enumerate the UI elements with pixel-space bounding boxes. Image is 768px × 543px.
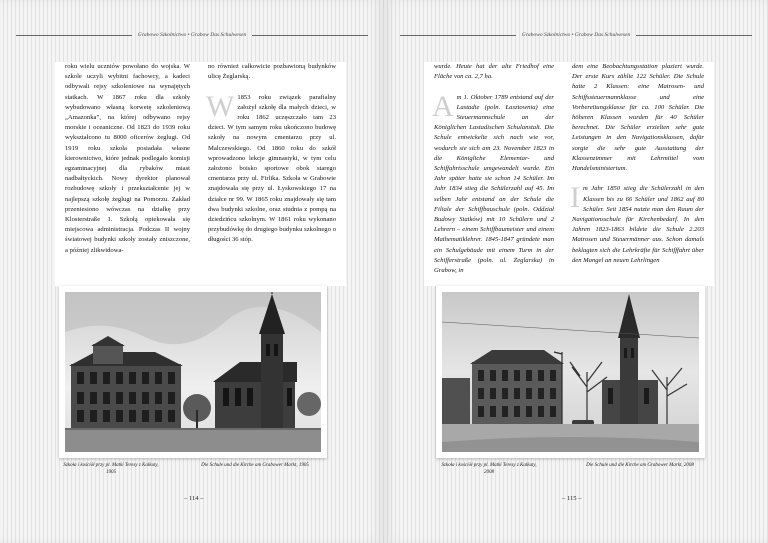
drop-cap: I — [570, 181, 580, 215]
text-column-2 — [198, 62, 346, 286]
header-rule — [16, 35, 132, 36]
paragraph — [432, 89, 554, 277]
photo-school-church-2008 — [442, 292, 699, 452]
drop-cap: A — [432, 89, 454, 123]
running-head-left — [16, 29, 368, 41]
header-rule — [252, 35, 368, 36]
right-page — [384, 0, 768, 543]
modern-photo-frame — [436, 286, 705, 458]
photo-caption-polish: Szkoła i kościół przy pl. Matki Teresy z Kalkuty, 2008 — [441, 463, 537, 475]
page-number: – 114 – — [184, 495, 204, 502]
paragraph: dem eine Beobachtungsstation plaziert wurde. Der erste Kurs zählte 122 Schüler. Die Schule hatte 2 Klassen: eine Matrosen- und Schiffssteuermannklasse und eine Vorbereitungsklasse für ca. 100 Schüler. Die höheren Klassen wurden für 40 Schüler berechnet. Die Schüler erzielten sehr gute Leistungen in den Navigationsklassen, dafür sorgte die sehr gute Ausstattung der Klassenzimmer mit Lehrmittel vom Handelsministerium. — [572, 63, 704, 173]
photo-caption-polish: Szkoła i kościół przy pl. Matki Teresy z Kalkuty, 1905 — [63, 463, 159, 475]
text-column-1 — [55, 62, 200, 286]
paragraph — [570, 181, 704, 266]
header-rule — [400, 35, 516, 36]
paragraph-text: m 1. Oktober 1789 entstand auf der Lastadie (poln. Łasztownia) eine Steuermannschule an der Königlichen Lastadischen Schulanstalt. Die Schule entwickelte sich nach wie vor, wodurch sie sich am 23. November 1823 in die Königliche Elementar- und Schiffahrtsschule umgewandelt wurde. Ein Jahr später hatte sie schon 14 Schüler. Im Jahr 1834 stieg die Schülerzahl auf 45. Im selben Jahr entstand an der Schule die Filiale der Schiffbauschule (poln. Oddział Budowy Statków) mit 10 Schülern und 2 Lehrern – einem Schiffbaumeister und einem Mathematiklehrer. 1845-1847 gründete man ein Schulgebäude mit einem Turm in der Schifferstraße (poln. ul. Żeglarska) in Grabow, in — [434, 93, 554, 275]
paragraph-text: 1853 roku związek parafialny założył szkołę dla małych dzieci, w roku 1862 uczęszczało tam 23 dzieci. W tym samym roku ukończono budowę szkoły na nowym cmentarzu przy ul. Malczewskiego. Od 1860 roku do szkół wprowadzono lekcje gimnastyki, w tym celu założono boisko sportowe obok starego cmentarza przy ul. Firlika. Szkoła w Grabowie znajdowała się przy ul. Łyskowskiego 17 na działce nr 99. W 1865 roku znajdowały się tam dwa budynki szkolne, oraz studnia z pompą na dziedzińcu szkolnym. W 1861 roku wykonano przybudówkę do drugiego budynku szkolnego o długości 36 stóp. — [208, 93, 336, 244]
photo-school-church-1905 — [65, 292, 321, 452]
drop-cap: W — [206, 89, 235, 123]
running-head-text: Grabowo Szkolnictwo • Grabow Das Schulwesen — [137, 32, 247, 38]
paragraph: roku wielu uczniów powołano do wojska. W szkole uczyli wybitni fachowcy, a kadeci odbywali rejsy szkoleniowe na wynajętych statkach. W 1867 roku dla szkoły wybudowano własną korwetę szkoleniową „Amazonka”, na której odbywano rejsy morskie i oceaniczne. Od 1823 do 1939 roku wykształcono tu 8000 oficerów żeglugi. Od 1919 roku szkoła posiadała własne kierownictwo, które jednak podlegało komisji egzaminacyjnej dla rybaków miast nadbałtyckich. Nowy dyrektor planował rozbudowę szkoły i przekształcenie jej w najlepszą szkołę żeglugi na Pomorzu. Zakład przeniesiono wówczas na działkę przy Klosterstraße 1. Szkołą opiekowała się miejscowa administracja. Podczas II wojny światowej budynki szkoły zostały zniszczone, a później zlikwidowa- — [65, 63, 190, 254]
photo-caption-german: Die Schule und die Kirche am Grabower Markt, 2008 — [586, 463, 694, 468]
paragraph-text: m Jahr 1850 stieg die Schülerzahl in den Klassen bis zu 66 Schüler und 1862 auf 80 Schüler. Seit 1854 nutzte man den Raum der Navigationsschule für Kirchenbedarf. In den Jahren 1823-1863 bildete die Schule 2.203 Matrosen und Steuermänner aus. Schon damals beklagten sich die Lehrkräfte für Schifffahrt über den Mangel an neuen Lehrlingen — [572, 185, 704, 264]
paragraph — [206, 89, 336, 246]
running-head-right — [400, 29, 752, 41]
running-head-text: Grabowo Szkolnictwo • Grabow Das Schulwesen — [521, 32, 631, 38]
page-number: – 115 – — [562, 495, 582, 502]
paragraph: wurde. Heute hat der alte Friedhof eine Fläche von ca. 2,7 ha. — [434, 63, 554, 81]
historic-photo-frame — [59, 286, 327, 458]
header-rule — [636, 35, 752, 36]
text-column-1 — [424, 62, 564, 286]
photo-caption-german: Die Schule und die Kirche am Grabower Markt, 1905 — [201, 463, 309, 468]
text-column-2 — [562, 62, 714, 286]
paragraph: no również całkowicie pozbawioną budynków ulicę Żeglarską. — [208, 63, 336, 81]
